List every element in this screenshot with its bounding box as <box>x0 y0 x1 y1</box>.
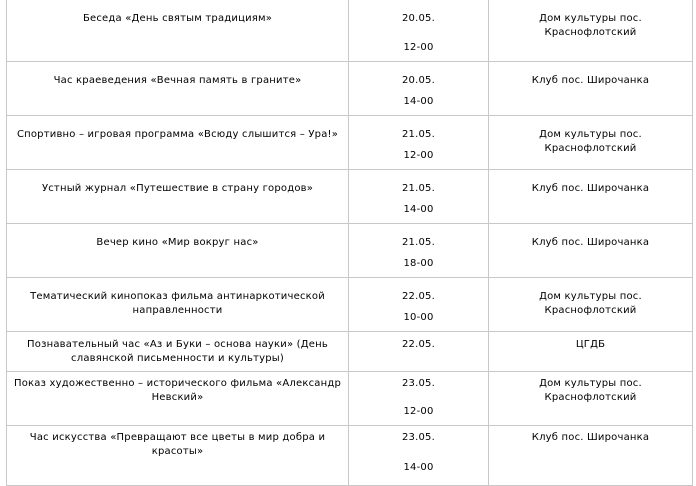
date-time-cell <box>349 62 489 116</box>
event-time: 12-00 <box>403 42 434 53</box>
event-date: 22.05. <box>401 291 435 302</box>
table-row <box>7 224 693 278</box>
event-cell: Беседа «День святым традициям» <box>7 0 349 62</box>
event-date: 21.05. <box>401 183 435 194</box>
event-time: 12-00 <box>403 150 434 161</box>
venue-cell: Клуб пос. Широчанка <box>489 62 693 116</box>
event-cell: Познавательный час «Аз и Буки – основа науки» (День славянской письменности и культуры) <box>7 332 349 372</box>
venue-cell: Дом культуры пос. Краснофлотский <box>489 278 693 332</box>
date-time-cell <box>349 0 489 62</box>
date-time-cell <box>349 278 489 332</box>
event-date: 23.05. <box>401 378 435 389</box>
event-date: 20.05. <box>401 75 435 86</box>
venue-cell: Дом культуры пос. Краснофлотский <box>489 0 693 62</box>
venue-cell: ЦГДБ <box>489 332 693 372</box>
event-date: 22.05. <box>401 339 435 350</box>
event-cell: Спортивно – игровая программа «Всюду слышится – Ура!» <box>7 116 349 170</box>
table-row <box>7 0 693 62</box>
venue-cell: Клуб пос. Широчанка <box>489 224 693 278</box>
event-cell: Тематический кинопоказ фильма антинаркотической направленности <box>7 278 349 332</box>
table-row <box>7 426 693 486</box>
event-time: 14-00 <box>403 204 434 215</box>
event-cell: Вечер кино «Мир вокруг нас» <box>7 224 349 278</box>
event-cell: Устный журнал «Путешествие в страну городов» <box>7 170 349 224</box>
date-time-cell <box>349 224 489 278</box>
table-row <box>7 170 693 224</box>
event-date: 20.05. <box>401 13 435 24</box>
event-time: 12-00 <box>403 406 434 417</box>
date-time-cell <box>349 372 489 426</box>
date-time-cell <box>349 116 489 170</box>
events-schedule-table <box>6 0 693 486</box>
event-cell: Показ художественно – исторического фильма «Александр Невский» <box>7 372 349 426</box>
event-date: 21.05. <box>401 237 435 248</box>
venue-cell: Дом культуры пос. Краснофлотский <box>489 116 693 170</box>
event-cell: Час краеведения «Вечная память в граните» <box>7 62 349 116</box>
event-time: 10-00 <box>403 312 434 323</box>
event-time: 14-00 <box>403 462 434 473</box>
date-time-cell <box>349 426 489 486</box>
event-cell: Час искусства «Превращают все цветы в мир добра и красоты» <box>7 426 349 486</box>
table-row <box>7 332 693 372</box>
event-time: 18-00 <box>403 258 434 269</box>
date-time-cell <box>349 170 489 224</box>
table-row <box>7 278 693 332</box>
venue-cell: Клуб пос. Широчанка <box>489 426 693 486</box>
table-row <box>7 372 693 426</box>
venue-cell: Дом культуры пос. Краснофлотский <box>489 372 693 426</box>
event-date: 23.05. <box>401 432 435 443</box>
table-row <box>7 116 693 170</box>
event-time: 14-00 <box>403 96 434 107</box>
venue-cell: Клуб пос. Широчанка <box>489 170 693 224</box>
date-time-cell <box>349 332 489 372</box>
event-date: 21.05. <box>401 129 435 140</box>
table-row <box>7 62 693 116</box>
